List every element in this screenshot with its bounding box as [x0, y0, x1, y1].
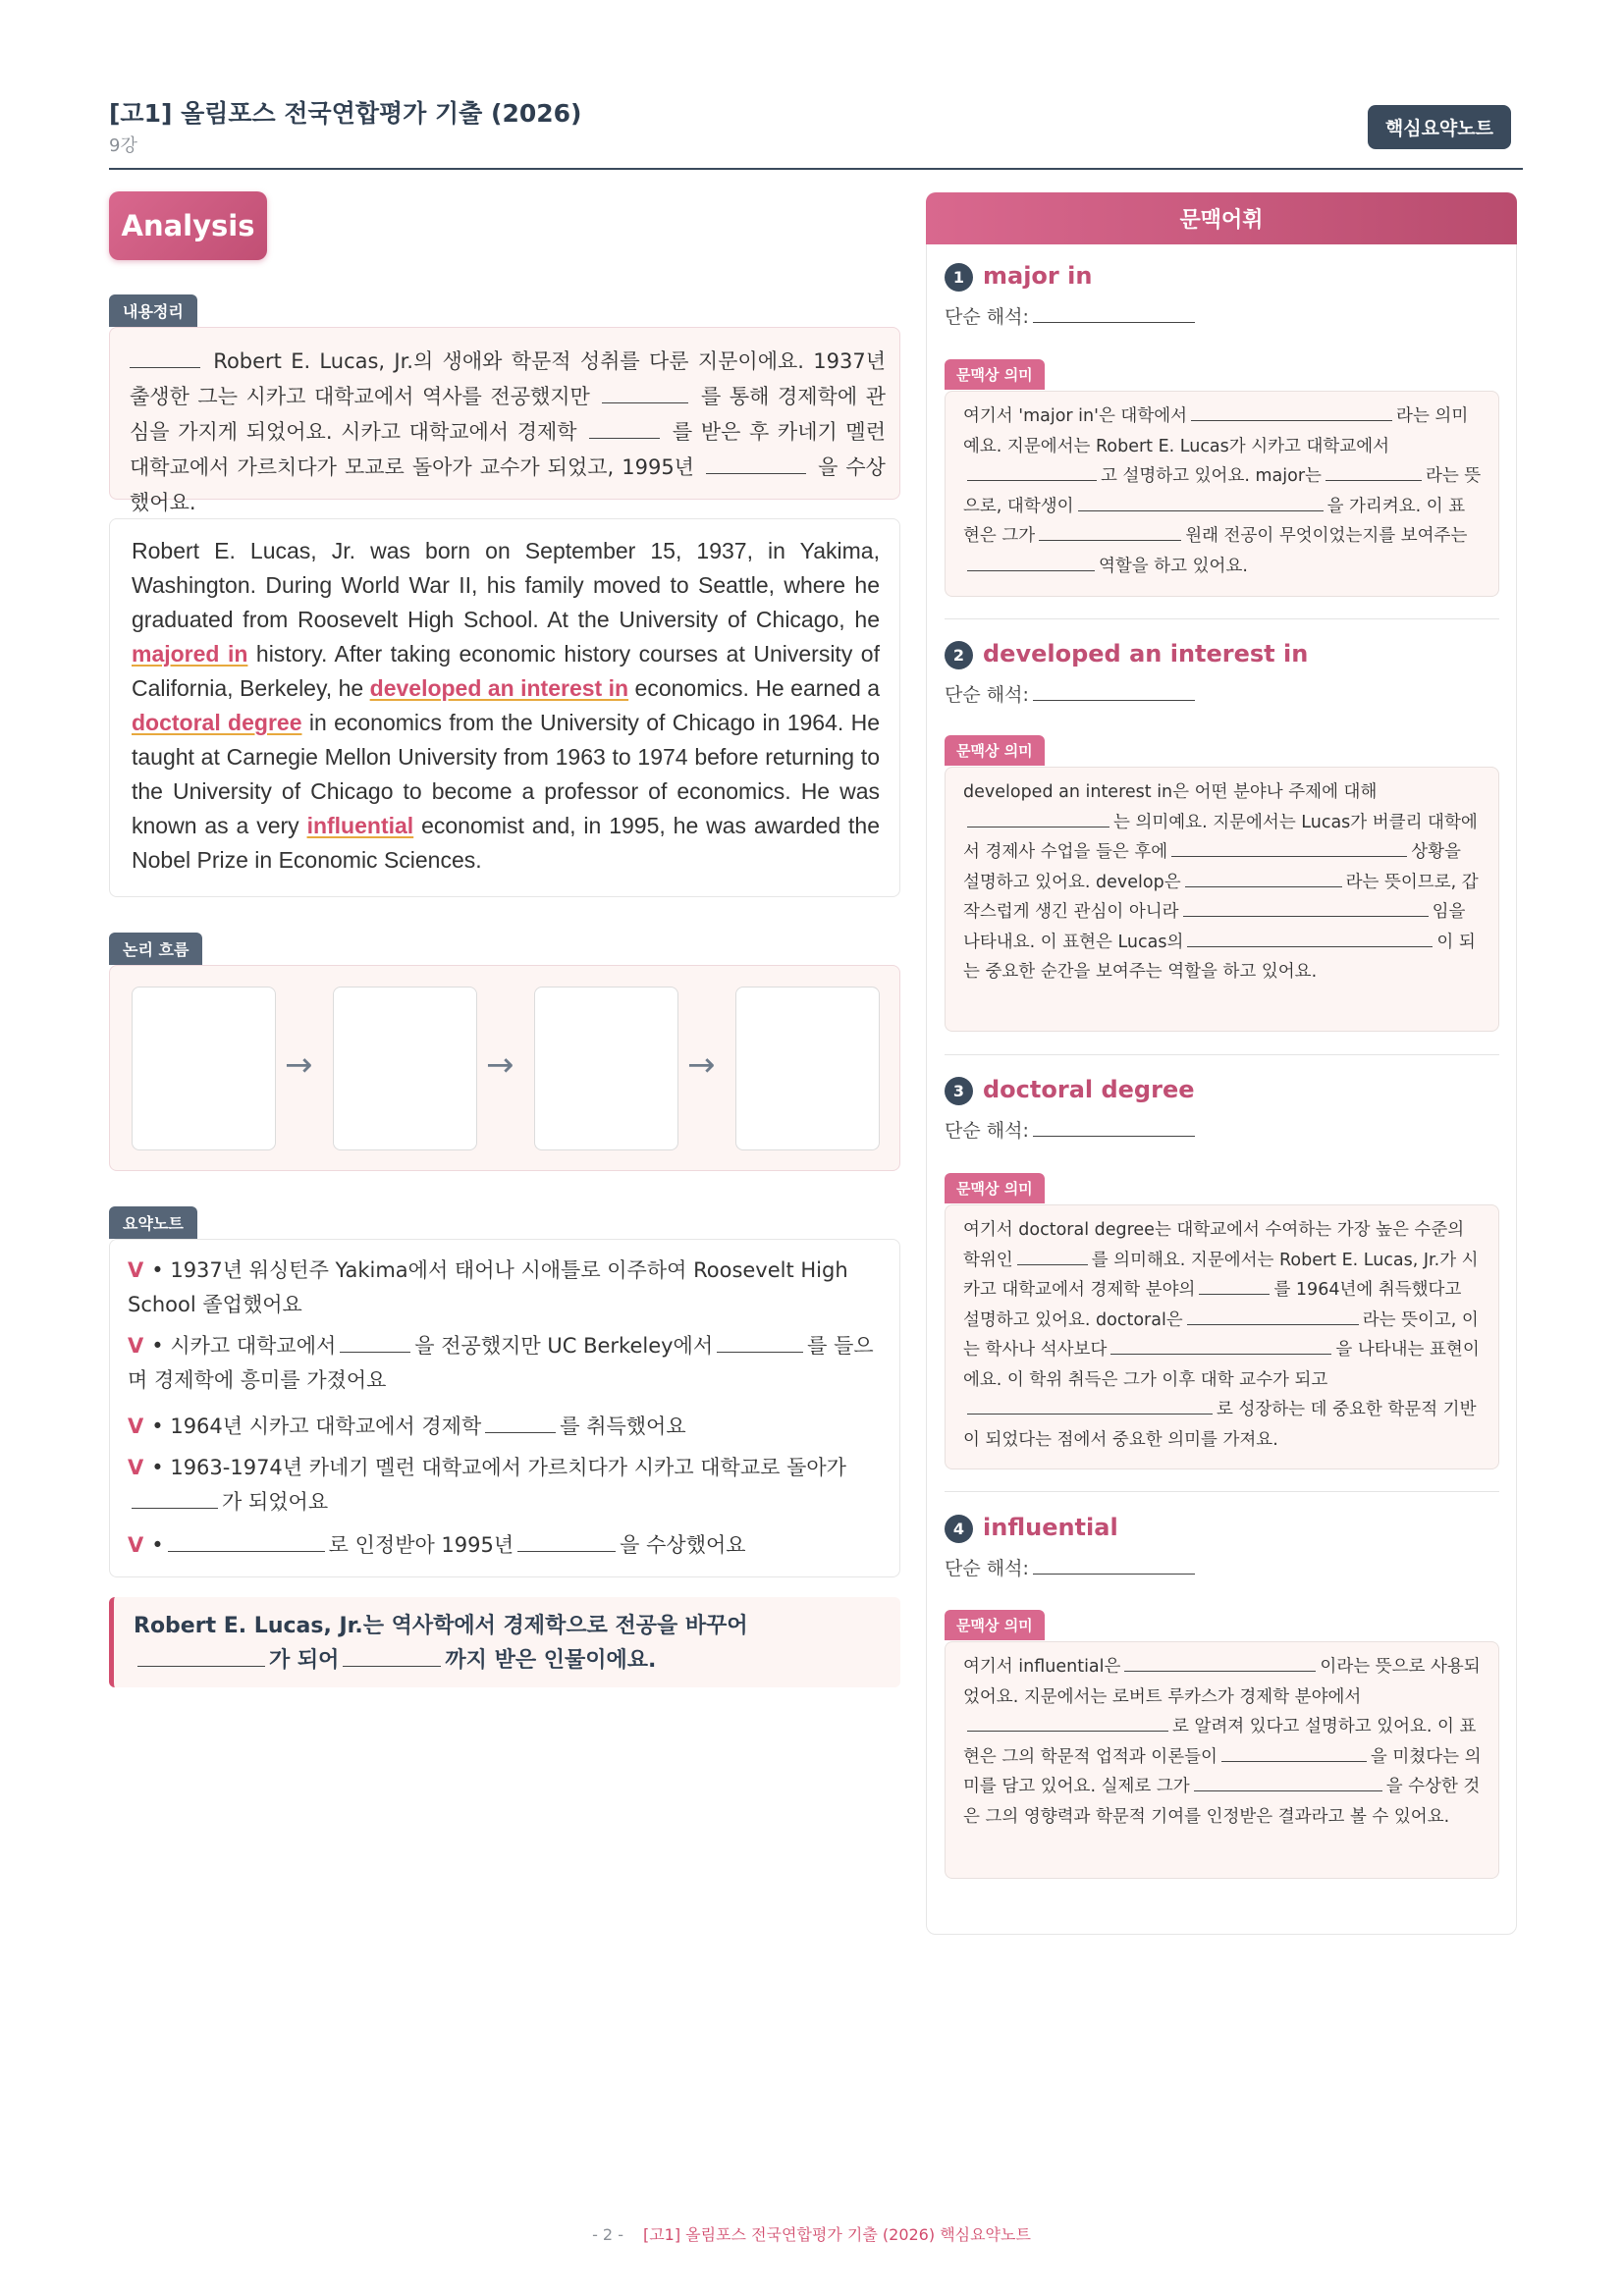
context-text: 상황을 설명하고 있어요. develop은 [963, 842, 1461, 892]
summary-text-3: 를 받은 후 카네기 멜런 대학교에서 가르치다가 모교로 돌아가 교수가 되었고, 1995년 [130, 420, 886, 479]
context-blank [1039, 523, 1181, 542]
context-blank [1194, 1774, 1382, 1792]
check-mark-icon: V [128, 1415, 144, 1438]
context-text: 라는 뜻이므로, 갑작스럽게 생긴 관심이 아니라 [963, 872, 1479, 922]
context-text: 원래 전공이 무엇이었는지를 보여주는 [1185, 526, 1468, 546]
check-mark-icon: V [128, 1533, 144, 1557]
note-blank [517, 1530, 616, 1552]
context-blank [1191, 403, 1392, 422]
context-text: 라는 뜻으로, 대학생이 [963, 466, 1482, 516]
flow-arrow-icon: → [285, 1045, 313, 1085]
context-meaning-tag: 문맥상 의미 [945, 1173, 1045, 1203]
vocab-word: developed an interest in [983, 640, 1309, 667]
passage-text-1: Robert E. Lucas, Jr. was born on September 15, 1937, in Yakima, Washington. During World War II, his family moved to Seattle, where he graduated from Roosevelt High School. At the University of Chicago, he [132, 538, 880, 632]
simple-translation-blank [1033, 1555, 1195, 1575]
note-text: 가 되었어요 [222, 1490, 329, 1514]
summary-text-4: 을 수상했어요. [130, 455, 886, 514]
context-blank [1017, 1247, 1088, 1265]
flow-step-2 [333, 987, 477, 1150]
vocab-number-badge: 1 [945, 263, 973, 292]
note-text: • 1963-1974년 카네기 멜런 대학교에서 가르치다가 시카고 대학교로 돌아가 [151, 1456, 846, 1479]
context-text: 이 되는 중요한 순간을 보여주는 역할을 하고 있어요. [963, 932, 1476, 982]
context-text: 여기서 influential은 [963, 1657, 1121, 1677]
note-item-1 [128, 1254, 884, 1322]
context-text: 역할을 하고 있어요. [1099, 556, 1248, 576]
flow-arrow-icon: → [687, 1045, 716, 1085]
note-item-5 [128, 1528, 884, 1563]
context-text: 을 수상한 것은 그의 영향력과 학문적 기여를 인정받은 결과라고 볼 수 있어요. [963, 1777, 1481, 1827]
context-blank [967, 553, 1095, 571]
context-text: 임을 나타내요. 이 표현은 Lucas의 [963, 902, 1466, 952]
vocab-divider [945, 1491, 1499, 1492]
note-item-2 [128, 1329, 884, 1398]
note-blank [168, 1530, 325, 1552]
note-text: 을 전공했지만 UC Berkeley에서 [414, 1334, 714, 1358]
note-blank [340, 1331, 410, 1353]
summary-paragraph [130, 344, 886, 520]
simple-translation [945, 1554, 1199, 1580]
context-blank [967, 809, 1109, 828]
flow-step-4 [735, 987, 880, 1150]
context-text: 고 설명하고 있어요. major는 [1101, 466, 1322, 486]
document-title: [고1] 올림포스 전국연합평가 기출 (2026) [109, 99, 582, 128]
context-text: 여기서 doctoral degree는 대학교에서 수여하는 가장 높은 수준의 학위인 [963, 1220, 1465, 1270]
summary-text-2: 를 통해 경제학에 관심을 가지게 되었어요. 시카고 대학교에서 경제학 [130, 385, 886, 444]
note-type-badge: 핵심요약노트 [1368, 105, 1511, 149]
note-item-3 [128, 1410, 884, 1444]
simple-translation [945, 1116, 1199, 1143]
vocab-number-badge: 2 [945, 641, 973, 669]
simple-translation [945, 680, 1199, 707]
context-meaning-text [963, 1215, 1482, 1455]
vocab-title: 문맥어휘 [926, 192, 1517, 244]
context-text: 여기서 'major in'은 대학에서 [963, 406, 1188, 426]
page-footer [0, 2222, 1623, 2245]
context-text: 라는 뜻이고, 이는 학사나 석사보다 [963, 1309, 1479, 1360]
note-text: • 1964년 시카고 대학교에서 경제학 [151, 1415, 482, 1438]
context-blank [1110, 1337, 1331, 1356]
simple-translation-blank [1033, 681, 1195, 701]
vocab-word: major in [983, 262, 1093, 290]
context-blank [1185, 869, 1342, 887]
vocab-word: influential [983, 1514, 1118, 1541]
context-blank [1187, 929, 1433, 947]
context-blank [1221, 1743, 1367, 1762]
context-blank [967, 1714, 1168, 1733]
check-mark-icon: V [128, 1334, 144, 1358]
check-mark-icon: V [128, 1258, 144, 1282]
highlight-developed-interest: developed an interest in [369, 675, 629, 701]
check-mark-icon: V [128, 1456, 144, 1479]
vocab-word: doctoral degree [983, 1076, 1195, 1103]
context-blank [1124, 1654, 1316, 1673]
highlight-major-in: majored in [132, 641, 248, 667]
passage-text-3: economics. He earned a [634, 675, 881, 701]
conclusion-box [109, 1597, 900, 1687]
context-meaning-tag: 문맥상 의미 [945, 359, 1045, 390]
vocab-number-badge: 3 [945, 1077, 973, 1105]
context-text: 라는 의미예요. 지문에서는 Robert E. Lucas가 시카고 대학교에서 [963, 406, 1469, 456]
note-text: 로 인정받아 1995년 [328, 1533, 514, 1557]
context-text: 를 의미해요. 지문에서는 Robert E. Lucas, Jr.가 시카고 대학교에서 경제학 분야의 [963, 1250, 1479, 1300]
note-item-4 [128, 1451, 884, 1520]
simple-translation-blank [1033, 1117, 1195, 1137]
simple-translation-label: 단순 해석: [945, 684, 1029, 706]
simple-translation [945, 302, 1199, 329]
context-blank [1325, 463, 1422, 482]
summary-blank [589, 417, 660, 439]
note-text: 을 수상했어요 [620, 1533, 746, 1557]
notes-tag: 요약노트 [109, 1206, 197, 1239]
passage-text-2: history. After taking economic history courses at University of California, Berkeley, he [132, 641, 880, 701]
context-text: 로 알려져 있다고 설명하고 있어요. 이 표현은 그의 학문적 업적과 이론들이 [963, 1717, 1477, 1767]
summary-tag: 내용정리 [109, 294, 197, 327]
passage-text-4: in economics from the University of Chicago in 1964. He taught at Carnegie Mellon University from 1963 to 1974 before returning to the University of Chicago to become a professor of economics. He was known as a very [132, 710, 881, 838]
simple-translation-label: 단순 해석: [945, 1558, 1029, 1579]
flow-arrow-icon: → [486, 1045, 514, 1085]
simple-translation-blank [1033, 303, 1195, 323]
context-blank [1171, 839, 1407, 858]
note-blank [717, 1331, 803, 1353]
context-blank [1199, 1277, 1270, 1296]
logic-flow-tag: 논리 흐름 [109, 933, 202, 965]
context-blank [967, 463, 1097, 482]
footer-title: [고1] 올림포스 전국연합평가 기출 (2026) 핵심요약노트 [642, 2225, 1031, 2244]
flow-step-1 [132, 987, 276, 1150]
page-number: - 2 - [592, 2225, 623, 2244]
simple-translation-label: 단순 해석: [945, 306, 1029, 328]
vocab-divider [945, 618, 1499, 619]
note-text: 를 들으며 경제학에 흥미를 가졌어요 [128, 1334, 874, 1392]
conclusion-text: 까지 받은 인물이에요. [445, 1648, 657, 1673]
header-divider [109, 168, 1523, 170]
context-text: 이라는 뜻으로 사용되었어요. 지문에서는 로버트 루카스가 경제학 분야에서 [963, 1657, 1481, 1707]
note-text: • [151, 1533, 164, 1557]
context-text: 을 미쳤다는 의미를 담고 있어요. 실제로 그가 [963, 1746, 1482, 1796]
note-text: • 시카고 대학교에서 [151, 1334, 337, 1358]
context-meaning-text [963, 777, 1482, 988]
analysis-label: Analysis [109, 191, 267, 260]
summary-text-1: Robert E. Lucas, Jr.의 생애와 학문적 성취를 다룬 지문이에요. 1937년 출생한 그는 시카고 대학교에서 역사를 전공했지만 [130, 349, 886, 408]
context-text: developed an interest in은 어떤 분야나 주제에 대해 [963, 782, 1378, 802]
vocab-divider [945, 1054, 1499, 1055]
context-blank [1183, 899, 1429, 918]
context-meaning-tag: 문맥상 의미 [945, 1610, 1045, 1640]
summary-blank [706, 453, 806, 474]
context-blank [1187, 1307, 1359, 1325]
highlight-doctoral-degree: doctoral degree [132, 710, 302, 735]
note-text: 를 취득했어요 [560, 1415, 686, 1438]
note-text: • 1937년 워싱턴주 Yakima에서 태어나 시애틀로 이주하여 Roosevelt High School 졸업했어요 [128, 1258, 848, 1316]
summary-blank [602, 382, 688, 403]
vocab-number-badge: 4 [945, 1515, 973, 1543]
context-meaning-tag: 문맥상 의미 [945, 735, 1045, 766]
flow-step-3 [534, 987, 678, 1150]
context-blank [967, 1397, 1213, 1415]
context-text: 을 나타내는 표현이에요. 이 학위 취득은 그가 이후 대학 교수가 되고 [963, 1340, 1480, 1390]
note-blank [485, 1412, 556, 1433]
simple-translation-label: 단순 해석: [945, 1120, 1029, 1142]
context-text: 를 1964년에 취득했다고 설명하고 있어요. doctoral은 [963, 1280, 1462, 1330]
english-passage [132, 534, 880, 878]
context-blank [1078, 493, 1324, 511]
context-text: 는 의미예요. 지문에서는 Lucas가 버클리 대학에서 경제사 수업을 들은 후에 [963, 812, 1478, 862]
conclusion-text: 가 되어 [269, 1648, 340, 1673]
context-meaning-text [963, 1652, 1482, 1832]
passage-text-5: economist and, in 1995, he was awarded the Nobel Prize in Economic Sciences. [132, 813, 880, 873]
context-text: 을 가리켜요. 이 표현은 그가 [963, 496, 1466, 546]
note-blank [132, 1487, 218, 1509]
conclusion-blank [137, 1644, 265, 1667]
context-text: 로 성장하는 데 중요한 학문적 기반이 되었다는 점에서 중요한 의미를 가져요. [963, 1400, 1477, 1450]
highlight-influential: influential [306, 813, 414, 838]
conclusion-text: Robert E. Lucas, Jr.는 역사학에서 경제학으로 전공을 바꾸어 [134, 1614, 748, 1638]
conclusion-blank [343, 1644, 441, 1667]
context-meaning-text [963, 401, 1482, 581]
summary-blank [130, 347, 200, 368]
lesson-number: 9강 [109, 135, 137, 156]
